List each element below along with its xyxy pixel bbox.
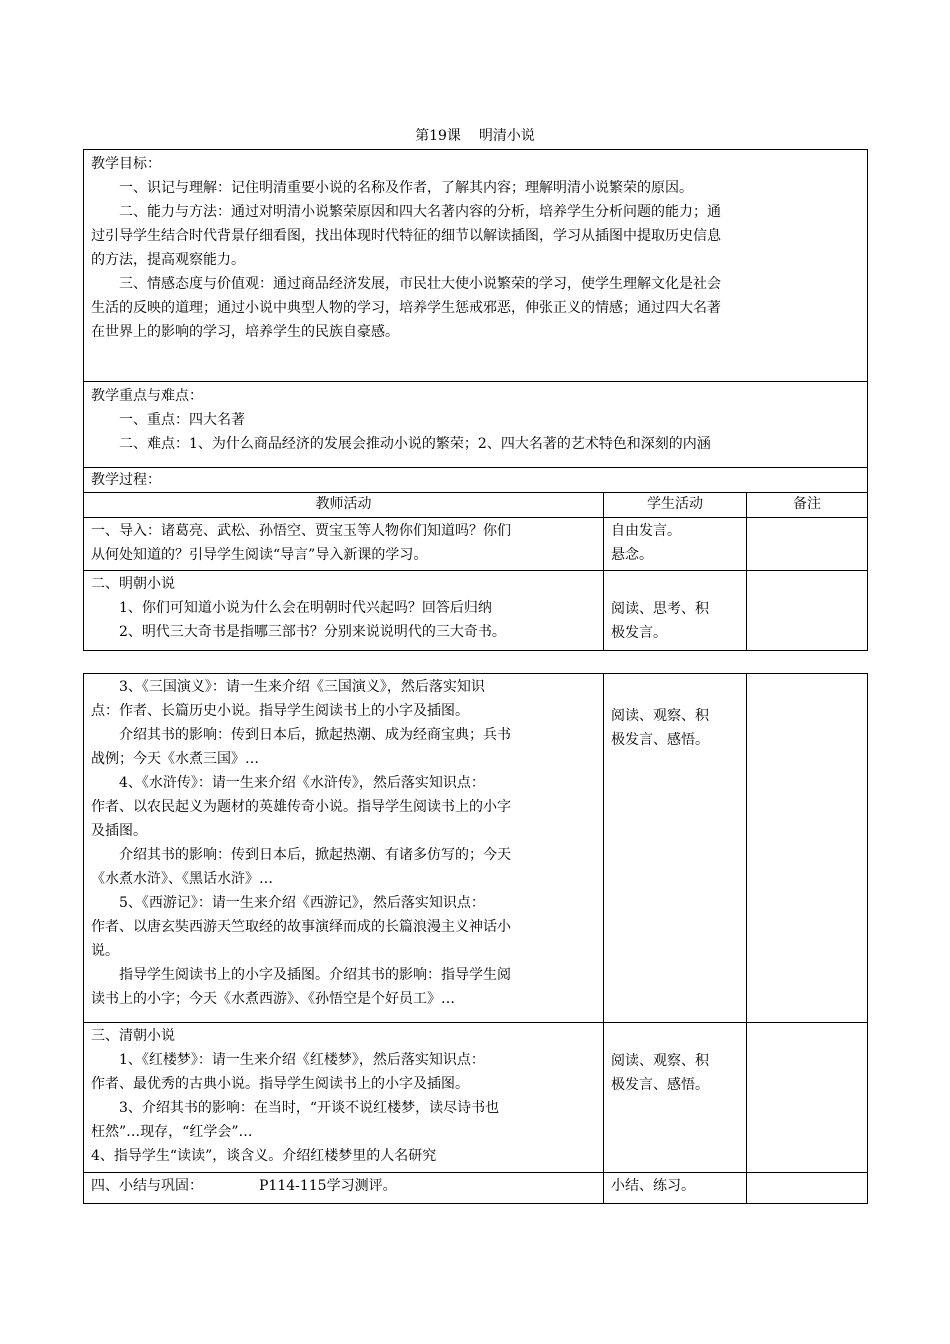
cell-line: 《水煮水浒》、《黑话水浒》… [91, 871, 273, 887]
objectives-section [84, 150, 867, 382]
cell-line: 二、明朝小说 [91, 576, 175, 592]
notes-cell [747, 571, 867, 650]
cell-line: 自由发言。 [611, 523, 681, 539]
teacher-activity-cell [84, 1173, 604, 1203]
objective-line: 在世界上的影响的学习，培养学生的民族自豪感。 [91, 324, 399, 340]
cell-line: 悬念。 [611, 547, 653, 563]
column-header-teacher: 教师活动 [84, 493, 604, 517]
student-activity-cell [604, 571, 747, 650]
cell-line: 作者、最优秀的古典小说。指导学生阅读书上的小字及插图。 [91, 1076, 469, 1092]
lesson-number: 第19课 [415, 128, 461, 144]
objective-line: 的方法，提高观察能力。 [91, 252, 245, 268]
summary-label: 四、小结与巩固： [91, 1178, 203, 1194]
cell-line: 3、介绍其书的影响：在当时，“开谈不说红楼梦，读尽诗书也 [119, 1100, 500, 1116]
cell-line: 5、《西游记》：请一生来介绍《西游记》，然后落实知识点： [119, 895, 485, 911]
student-activity-cell [604, 674, 747, 1022]
lesson-plan-table-upper [83, 149, 868, 651]
keypoints-section [84, 382, 867, 468]
cell-line: 极发言、感悟。 [611, 1077, 709, 1093]
notes-cell [747, 1023, 867, 1172]
keypoint-line: 二、难点：1、为什么商品经济的发展会推动小说的繁荣；2、四大名著的艺术特色和深刻的内涵 [119, 436, 711, 452]
teacher-activity-cell [84, 674, 604, 1022]
cell-line: 及插图。 [91, 823, 147, 839]
notes-cell [747, 674, 867, 1022]
student-activity-cell [604, 518, 747, 570]
cell-line: 2、明代三大奇书是指哪三部书？分别来说说明代的三大奇书。 [119, 624, 506, 640]
cell-line: 点：作者、长篇历史小说。指导学生阅读书上的小字及插图。 [91, 703, 469, 719]
objective-line: 三、情感态度与价值观：通过商品经济发展，市民壮大使小说繁荣的学习，使学生理解文化是社会 [119, 276, 721, 292]
teacher-activity-cell [84, 571, 604, 650]
process-heading-section [84, 468, 867, 493]
cell-line: 极发言、感悟。 [611, 732, 709, 748]
cell-line: 1、你们可知道小说为什么会在明朝时代兴起吗？回答后归纳 [119, 600, 492, 616]
objective-line: 二、能力与方法：通过对明清小说繁荣原因和四大名著内容的分析，培养学生分析问题的能力；通 [119, 204, 721, 220]
table-row [84, 518, 867, 571]
teacher-activity-cell [84, 518, 604, 570]
cell-line: 阅读、观察、积 [611, 708, 709, 724]
cell-line: 一、导入：诸葛亮、武松、孙悟空、贾宝玉等人物你们知道吗？你们 [91, 523, 511, 539]
cell-line: 战例；今天《水煮三国》… [91, 751, 259, 767]
cell-line: 阅读、观察、积 [611, 1053, 709, 1069]
cell-line: 极发言。 [611, 625, 667, 641]
table-row [84, 1023, 867, 1173]
cell-line: 三、清朝小说 [91, 1028, 175, 1044]
student-activity-cell [604, 1173, 747, 1203]
notes-cell [747, 1173, 867, 1203]
column-header-student: 学生活动 [604, 493, 747, 517]
table-row [84, 674, 867, 1023]
summary-value: P114-115学习测评。 [259, 1178, 397, 1194]
table-row [84, 571, 867, 650]
column-header-notes: 备注 [793, 496, 821, 512]
cell-line: 阅读、思考、积 [611, 601, 709, 617]
cell-line: 小结、练习。 [611, 1178, 695, 1194]
cell-line: 说。 [91, 943, 119, 959]
table-header-row [84, 493, 867, 518]
process-heading: 教学过程： [91, 472, 161, 488]
cell-line: 3、《三国演义》：请一生来介绍《三国演义》，然后落实知识 [119, 679, 485, 695]
lesson-title [0, 126, 950, 146]
teacher-activity-cell [84, 1023, 604, 1172]
objective-line: 一、识记与理解：记住明清重要小说的名称及作者，了解其内容；理解明清小说繁荣的原因。 [119, 180, 693, 196]
objectives-heading: 教学目标： [91, 156, 161, 172]
student-activity-cell [604, 1023, 747, 1172]
objective-line: 过引导学生结合时代背景仔细看图，找出体现时代特征的细节以解读插图，学习从插图中提取历史信息 [91, 228, 721, 244]
cell-line: 作者、以农民起义为题材的英雄传奇小说。指导学生阅读书上的小字 [91, 799, 511, 815]
lesson-name: 明清小说 [478, 128, 535, 144]
cell-line: 4、指导学生“读读”，谈含义。介绍红楼梦里的人名研究 [91, 1148, 437, 1164]
keypoints-heading: 教学重点与难点： [91, 388, 203, 404]
cell-line: 枉然”…现存，“红学会”… [91, 1124, 253, 1140]
cell-line: 作者、以唐玄奘西游天竺取经的故事演绎而成的长篇浪漫主义神话小 [91, 919, 511, 935]
keypoint-line: 一、重点：四大名著 [119, 412, 245, 428]
objective-line: 生活的反映的道理；通过小说中典型人物的学习，培养学生惩戒邪恶，伸张正义的情感；通过四大名著 [91, 300, 721, 316]
cell-line: 1、《红楼梦》：请一生来介绍《红楼梦》，然后落实知识点： [119, 1052, 485, 1068]
cell-line: 介绍其书的影响：传到日本后，掀起热潮、成为经商宝典；兵书 [119, 727, 511, 743]
cell-line: 读书上的小字；今天《水煮西游》、《孙悟空是个好员工》… [91, 991, 455, 1007]
cell-line: 介绍其书的影响：传到日本后，掀起热潮、有诸多仿写的；今天 [119, 847, 511, 863]
cell-line: 指导学生阅读书上的小字及插图。介绍其书的影响：指导学生阅 [119, 967, 511, 983]
cell-line: 4、《水浒传》：请一生来介绍《水浒传》，然后落实知识点： [119, 775, 485, 791]
cell-line: 从何处知道的？引导学生阅读“导言”导入新课的学习。 [91, 547, 428, 563]
lesson-plan-table-lower [83, 673, 868, 1204]
notes-cell [747, 518, 867, 570]
table-row [84, 1173, 867, 1203]
